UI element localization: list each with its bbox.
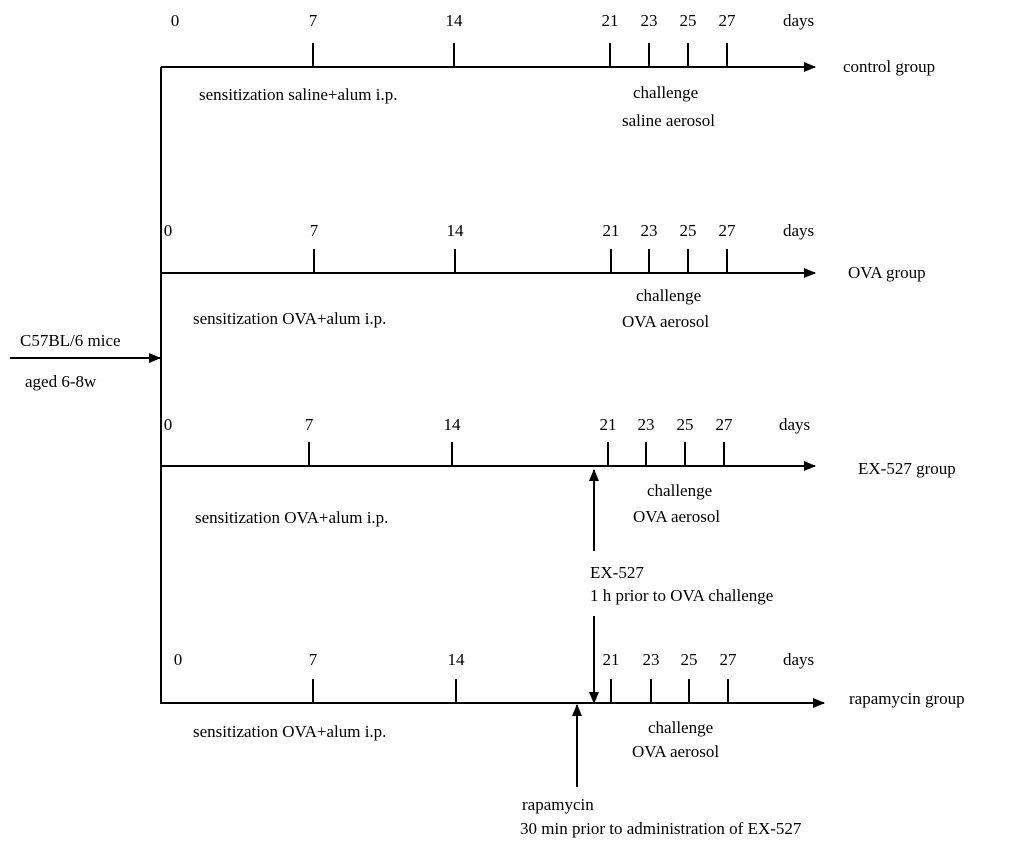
group-timeline <box>161 221 926 331</box>
ex527-timing-label: 1 h prior to OVA challenge <box>590 586 774 605</box>
days-label: days <box>783 221 815 240</box>
sensitization-label: sensitization OVA+alum i.p. <box>193 309 387 328</box>
tick-label: 25 <box>680 650 698 669</box>
tick-label: 23 <box>642 650 660 669</box>
entry-strain-label: C57BL/6 mice <box>20 331 121 350</box>
tick-label: 23 <box>637 415 655 434</box>
tick-label: 25 <box>676 415 694 434</box>
tick-label: 21 <box>601 11 619 30</box>
sensitization-label: sensitization saline+alum i.p. <box>199 85 398 104</box>
days-label: days <box>783 11 815 30</box>
challenge-label: challenge <box>647 481 713 500</box>
tick-label: 27 <box>715 415 733 434</box>
entry-age-label: aged 6-8w <box>25 372 97 391</box>
group-name: OVA group <box>848 263 926 282</box>
challenge-label: challenge <box>633 83 699 102</box>
tick-label: 0 <box>170 11 180 30</box>
group-name: EX-527 group <box>858 459 956 478</box>
tick-label: 7 <box>304 415 314 434</box>
group-timeline <box>161 415 956 527</box>
days-label: days <box>779 415 811 434</box>
challenge-agent-label: OVA aerosol <box>632 742 720 761</box>
tick-label: 0 <box>173 650 183 669</box>
tick-label: 25 <box>679 11 697 30</box>
challenge-agent-label: OVA aerosol <box>622 312 710 331</box>
tick-label: 23 <box>640 221 658 240</box>
tick-label: 23 <box>640 11 658 30</box>
days-label: days <box>783 650 815 669</box>
tick-label: 7 <box>309 221 319 240</box>
tick-label: 21 <box>599 415 617 434</box>
tick-label: 7 <box>308 11 318 30</box>
ex527-drug-label: EX-527 <box>590 563 644 582</box>
tick-label: 21 <box>602 221 620 240</box>
tick-label: 14 <box>446 221 464 240</box>
tick-label: 14 <box>445 11 463 30</box>
tick-label: 7 <box>308 650 318 669</box>
challenge-label: challenge <box>648 718 714 737</box>
group-name: control group <box>843 57 936 76</box>
sensitization-label: sensitization OVA+alum i.p. <box>195 508 389 527</box>
group-timeline <box>161 11 935 130</box>
sensitization-label: sensitization OVA+alum i.p. <box>193 722 387 741</box>
tick-label: 0 <box>163 221 173 240</box>
tick-label: 14 <box>447 650 465 669</box>
challenge-agent-label: saline aerosol <box>622 111 715 130</box>
challenge-label: challenge <box>636 286 702 305</box>
rapamycin-drug-label: rapamycin <box>522 795 594 814</box>
challenge-agent-label: OVA aerosol <box>633 507 721 526</box>
tick-label: 14 <box>443 415 461 434</box>
tick-label: 27 <box>718 221 736 240</box>
tick-label: 27 <box>718 11 736 30</box>
group-timeline <box>161 650 965 761</box>
tick-label: 27 <box>719 650 737 669</box>
group-name: rapamycin group <box>849 689 965 708</box>
tick-label: 25 <box>679 221 697 240</box>
rapamycin-timing-label: 30 min prior to administration of EX-527 <box>520 819 802 838</box>
tick-label: 0 <box>163 415 173 434</box>
tick-label: 21 <box>602 650 620 669</box>
